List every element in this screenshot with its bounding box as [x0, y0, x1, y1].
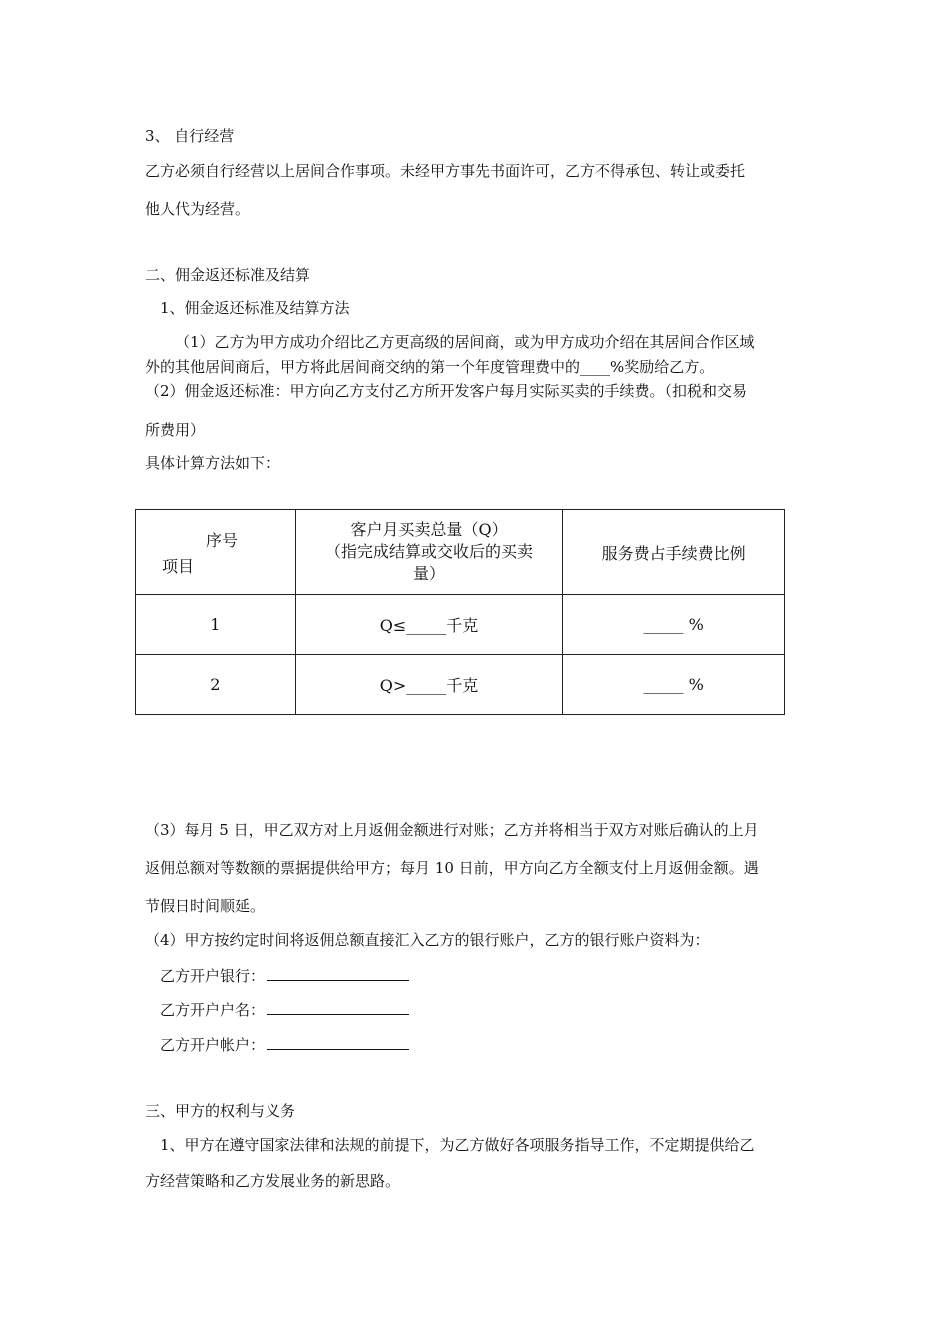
- table-header-row: [136, 510, 785, 595]
- header-serial-label: 序号: [206, 531, 239, 550]
- row-2-ratio: _____ %: [563, 655, 785, 715]
- para-2-line-1: （2）佣金返还标准：甲方向乙方支付乙方所开发客户每月实际买卖的手续费。（扣税和交易: [145, 382, 748, 400]
- header-item-label: 项目: [162, 557, 195, 576]
- header-quantity-line-2: （指完成结算或交收后的买卖: [325, 542, 534, 561]
- account-number-label: 乙方开户帐户：: [160, 1036, 266, 1054]
- commission-table: [135, 509, 785, 715]
- para-3-line-2: 返佣总额对等数额的票据提供给甲方；每月 10 日前，甲方向乙方全额支付上月返佣金额。遇: [145, 859, 759, 877]
- section-three-heading: 三、甲方的权利与义务: [145, 1102, 296, 1120]
- account-name-blank: [267, 998, 409, 1015]
- bank-label: 乙方开户银行：: [160, 967, 266, 985]
- para-2-line-2: 所费用）: [145, 421, 206, 439]
- table-row: [136, 655, 785, 715]
- row-1-quantity: Q≤_____千克: [295, 595, 563, 655]
- para-4-line-1: （4）甲方按约定时间将返佣总额直接汇入乙方的银行账户，乙方的银行账户资料为：: [145, 931, 710, 949]
- account-number-line: [160, 1033, 409, 1055]
- header-ratio-cell: 服务费占手续费比例: [563, 510, 785, 595]
- section-three-para-line-2: 方经营策略和乙方发展业务的新思路。: [145, 1172, 401, 1190]
- para-3-line-1: （3）每月 5 日，甲乙双方对上月返佣金额进行对账；乙方并将相当于双方对账后确认的上月: [145, 821, 759, 839]
- section-3-text-line-2: 他人代为经营。: [145, 200, 251, 218]
- calc-intro: 具体计算方法如下：: [145, 454, 281, 472]
- section-two-heading: 二、佣金返还标准及结算: [145, 266, 311, 284]
- account-name-line: [160, 998, 409, 1020]
- bank-blank: [267, 964, 409, 981]
- header-quantity-line-3: 量）: [413, 564, 446, 583]
- header-quantity-line-1: 客户月买卖总量（Q）: [350, 520, 508, 539]
- para-1-line-1: （1）乙方为甲方成功介绍比乙方更高级的居间商，或为甲方成功介绍在其居间合作区域: [175, 333, 755, 351]
- row-1-ratio: _____ %: [563, 595, 785, 655]
- row-2-no: 2: [136, 655, 296, 715]
- para-3-line-3: 节假日时间顺延。: [145, 897, 266, 915]
- section-3-text-line-1: 乙方必须自行经营以上居间合作事项。未经甲方事先书面许可，乙方不得承包、转让或委托: [145, 162, 746, 180]
- account-name-label: 乙方开户户名：: [160, 1001, 266, 1019]
- row-2-quantity: Q>_____千克: [295, 655, 563, 715]
- account-number-blank: [267, 1033, 409, 1050]
- section-three-para-line-1: 1、甲方在遵守国家法律和法规的前提下，为乙方做好各项服务指导工作，不定期提供给乙: [160, 1136, 755, 1154]
- header-serial-item-cell: [136, 510, 296, 595]
- row-1-no: 1: [136, 595, 296, 655]
- bank-line: [160, 964, 409, 986]
- section-3-heading: 3、 自行经营: [145, 127, 235, 145]
- table-row: [136, 595, 785, 655]
- header-quantity-cell: [295, 510, 563, 595]
- para-1-line-2: 外的其他居间商后，甲方将此居间商交纳的第一个年度管理费中的____%奖励给乙方。: [145, 358, 715, 376]
- subsection-1-heading: 1、佣金返还标准及结算方法: [160, 299, 350, 317]
